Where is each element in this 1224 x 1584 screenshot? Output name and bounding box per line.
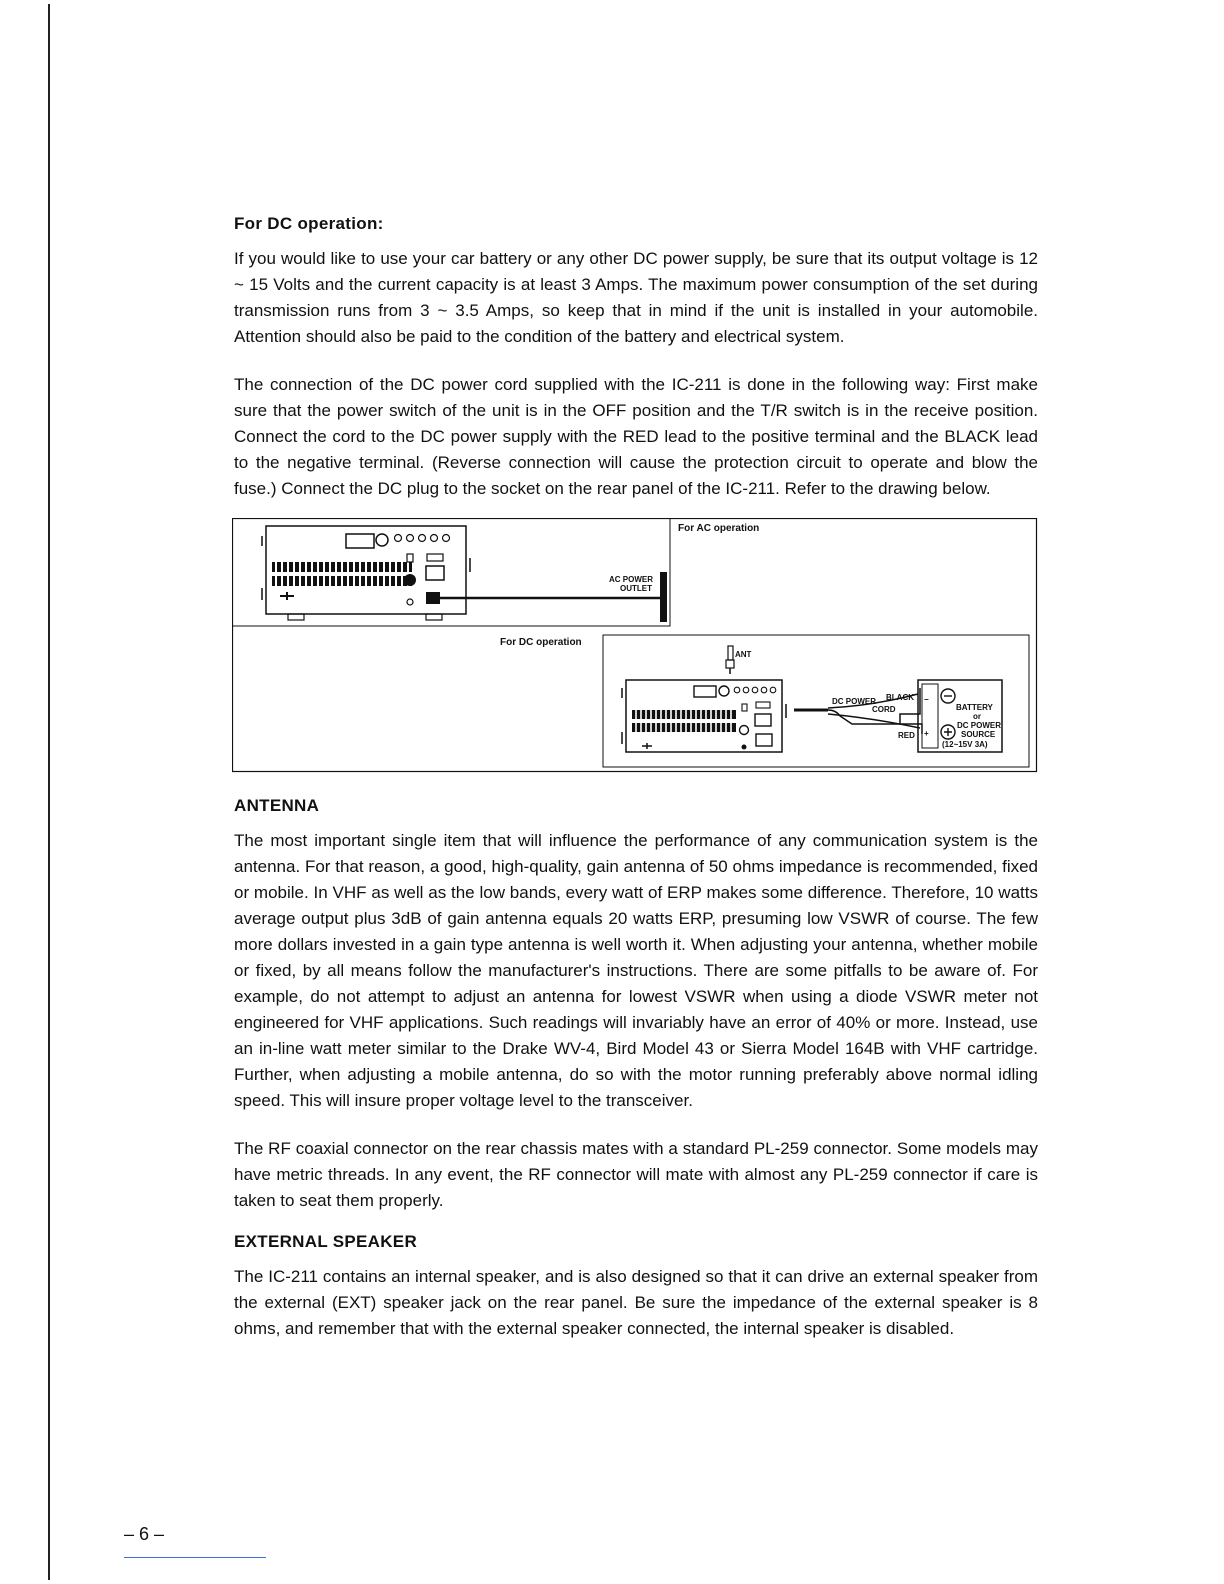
ac-transceiver-drawing [262,526,667,622]
antenna-paragraph-1: The most important single item that will influence the performance of any communication system is the antenna. For that reason, a good, high-quality, gain antenna of 50 ohms impedance is recommended, fixed or mobile. In VHF as well as the low bands, every watt of ERP makes some difference. Therefore, 10 watts average output plus 3dB of gain antenna equals 20 watts ERP, presuming low VSWR of course. The few more dollars invested in a gain type antenna is well worth it. When adjusting your antenna, whether mobile or fixed, by all means follow the manufacturer's instructions. There are some pitfalls to be aware of. For example, do not attempt to adjust an antenna for lowest VSWR when using a diode VSWR meter not engineered for VHF applications. Such readings will invariably have an error of 40% or more. Instead, use an in-line watt meter similar to the Drake WV-4, Bird Model 43 or Sierra Model 164B with VHF cartridge. Further, when adjusting a mobile antenna, do so with the motor running preferably above normal idling speed. This will insure proper voltage level to the transceiver. [234,831,1038,1110]
antenna-connector-drawing [726,646,734,674]
positive-terminal-label: + [924,729,929,738]
external-speaker-heading: EXTERNAL SPEAKER [234,1232,418,1251]
external-speaker-paragraph: The IC-211 contains an internal speaker, and is also designed so that it can drive an external speaker from the external (EXT) speaker jack on the rear panel. Be sure the impedance of the external speaker is 8 ohms, and remember that with the external speaker connected, the internal speaker is disabled. [234,1267,1038,1338]
black-lead-label: BLACK [886,693,914,702]
page-number: – 6 – [124,1524,165,1544]
ac-power-outlet-label: AC POWER [609,575,653,584]
or-label: or [973,712,981,721]
antenna-heading: ANTENNA [234,796,320,815]
red-lead-label: RED [898,731,915,740]
ac-power-outlet-label-2: OUTLET [620,584,652,593]
connection-diagram-drawing [232,518,1038,774]
ac-operation-label: For AC operation [678,523,760,534]
dc-power-source-label: DC POWER [957,721,1001,730]
dc-power-cord-label-2: CORD [872,705,896,714]
dc-operation-heading: For DC operation: [234,214,384,233]
connection-diagram [232,518,1038,774]
dc-power-cord-label: DC POWER [832,697,876,706]
dc-operation-paragraph-1: If you would like to use your car battery or any other DC power supply, be sure that its output voltage is 12 ~ 15 Volts and the current capacity is at least 3 Amps. The maximum power consumption of the set during transmission runs from 3 ~ 3.5 Amps, so keep that in mind if the unit is installed in your automobile. Attention should also be paid to the condition of the battery and electrical system. [234,249,1038,346]
dc-operation-label: For DC operation [500,637,582,648]
page-edge-line [48,4,50,1580]
ac-panel-border [233,519,671,627]
dc-operation-paragraph-2: The connection of the DC power cord supplied with the IC-211 is done in the following way: First make sure that the power switch of the unit is in the OFF position and the T/R switch is in the receive position. Connect the cord to the DC power supply with the RED lead to the positive terminal and the BLACK lead to the negative terminal. (Reverse connection will cause the protection circuit to operate and blow the fuse.) Connect the DC plug to the socket on the rear panel of the IC-211. Refer to the drawing below. [234,375,1038,498]
antenna-paragraph-2: The RF coaxial connector on the rear chassis mates with a standard PL-259 connector. Some models may have metric threads. In any event, the RF connector will mate with almost any PL-259 connector if care is taken to seat them properly. [234,1139,1038,1210]
diagram-frame [233,519,1037,772]
negative-terminal-label: − [924,695,929,704]
footer-rule [124,1557,266,1558]
voltage-spec-label: (12~15V 3A) [942,740,988,749]
antenna-label: ANT [735,650,752,659]
source-label: SOURCE [961,730,996,739]
page-content [234,214,1038,1342]
battery-label: BATTERY [956,703,993,712]
dc-transceiver-drawing [622,680,786,752]
